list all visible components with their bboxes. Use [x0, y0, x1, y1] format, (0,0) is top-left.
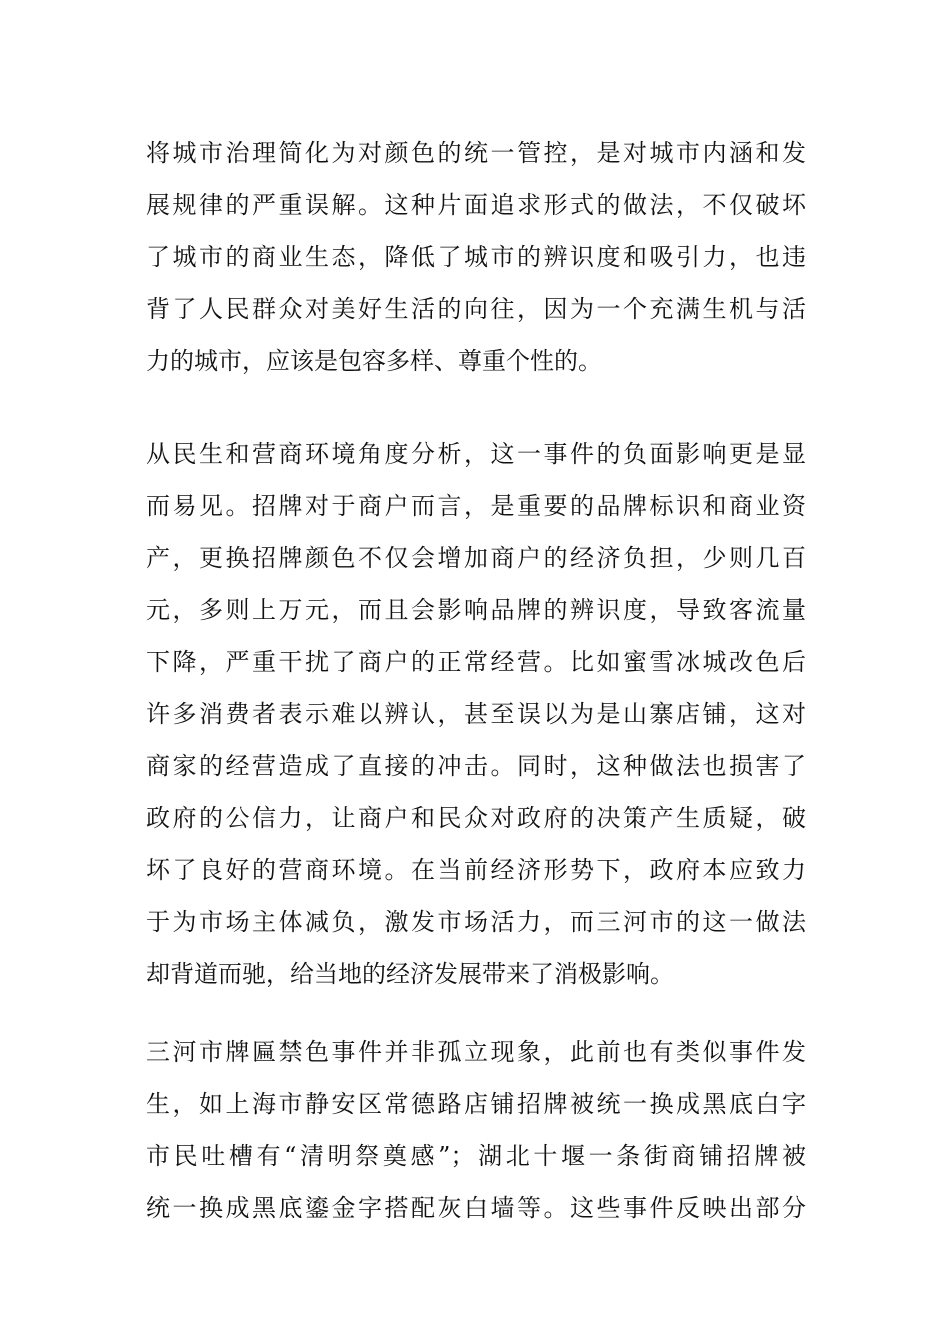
text-line: 坏了良好的营商环境。在当前经济形势下，政府本应致力: [146, 856, 806, 884]
text-line: 展规律的严重误解。这种片面追求形式的做法，不仅破坏: [146, 191, 806, 219]
text-line: 了城市的商业生态，降低了城市的辨识度和吸引力，也违: [146, 243, 806, 271]
text-line: 许多消费者表示难以辨认，甚至误以为是山寨店铺，这对: [146, 700, 806, 728]
text-line: 将城市治理简化为对颜色的统一管控，是对城市内涵和发: [146, 139, 806, 167]
text-line: 产，更换招牌颜色不仅会增加商户的经济负担，少则几百: [146, 544, 806, 572]
text-line: 力的城市，应该是包容多样、尊重个性的。: [146, 347, 602, 375]
text-line: 生，如上海市静安区常德路店铺招牌被统一换成黑底白字: [146, 1090, 806, 1118]
text-line: 却背道而驰，给当地的经济发展带来了消极影响。: [146, 960, 674, 988]
text-line: 于为市场主体减负，激发市场活力，而三河市的这一做法: [146, 908, 806, 936]
text-line: 商家的经营造成了直接的冲击。同时，这种做法也损害了: [146, 752, 806, 780]
text-line: 背了人民群众对美好生活的向往，因为一个充满生机与活: [146, 295, 806, 323]
paragraph-3: [146, 1026, 806, 1234]
text-line: 三河市牌匾禁色事件并非孤立现象，此前也有类似事件发: [146, 1038, 806, 1066]
text-line: 元，多则上万元，而且会影响品牌的辨识度，导致客流量: [146, 596, 806, 624]
text-line: 从民生和营商环境角度分析，这一事件的负面影响更是显: [146, 440, 806, 468]
text-line: 而易见。招牌对于商户而言，是重要的品牌标识和商业资: [146, 492, 806, 520]
text-line: 下降，严重干扰了商户的正常经营。比如蜜雪冰城改色后: [146, 648, 806, 676]
paragraph-1: [146, 127, 806, 387]
text-line: 政府的公信力，让商户和民众对政府的决策产生质疑，破: [146, 804, 806, 832]
text-line: 统一换成黑底鎏金字搭配灰白墙等。这些事件反映出部分: [146, 1194, 806, 1222]
text-line: 市民吐槽有“清明祭奠感”；湖北十堰一条街商铺招牌被: [146, 1142, 806, 1170]
paragraph-2: [146, 428, 806, 1000]
